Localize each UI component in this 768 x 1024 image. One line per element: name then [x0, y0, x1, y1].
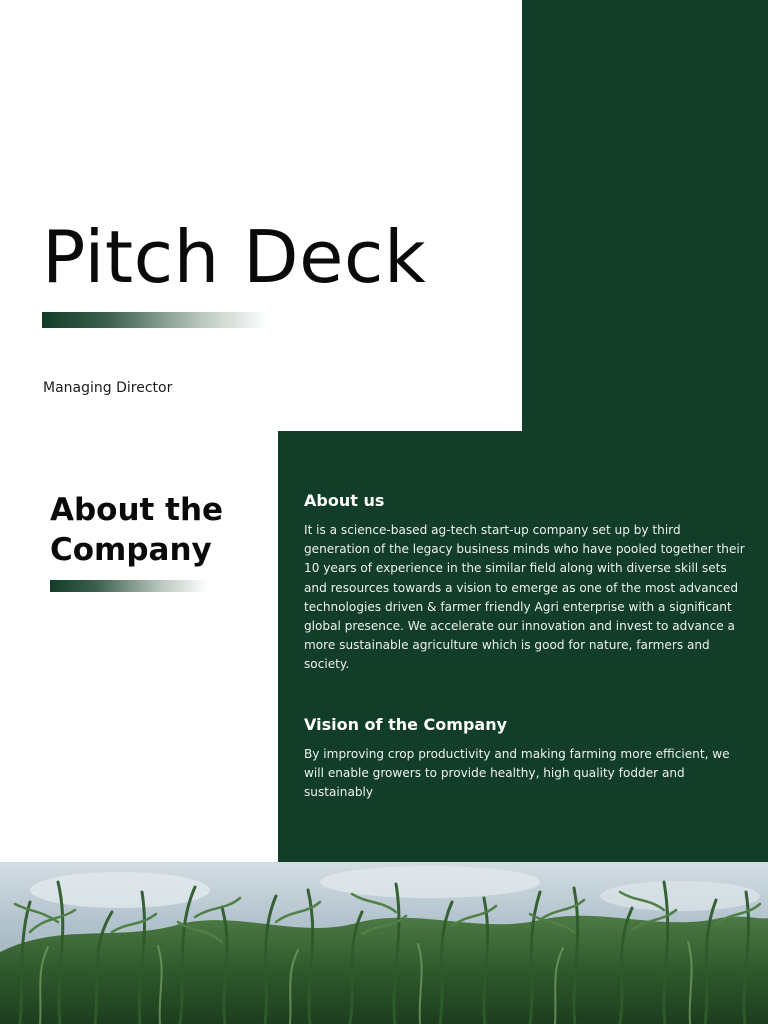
section-underline-bar — [50, 580, 208, 592]
role-label: Managing Director — [43, 380, 173, 396]
vision-heading: Vision of the Company — [304, 715, 508, 734]
title-underline-bar — [42, 312, 268, 328]
about-us-heading: About us — [304, 491, 385, 510]
green-corner-block — [522, 0, 768, 431]
page-title: Pitch Deck — [42, 215, 427, 299]
about-us-text: It is a science-based ag-tech start-up company set up by third generation of the legacy business minds who have pooled together their 10 years of experience in the similar field along with diverse skill sets and resources towards a vision to emerge as one of the most advanced technologies driven & farmer friendly Agri enterprise with a significant global presence. We accelerate our innovation and invest to advance a more sustainable agriculture which is good for nature, farmers and society. — [304, 523, 745, 672]
grass-illustration — [0, 862, 768, 1024]
vision-text: By improving crop productivity and making farming more efficient, we will enable growers to provide healthy, high quality fodder and sustainably — [304, 747, 730, 800]
section-title: About the Company — [50, 492, 224, 568]
grass-field-photo — [0, 862, 768, 1024]
